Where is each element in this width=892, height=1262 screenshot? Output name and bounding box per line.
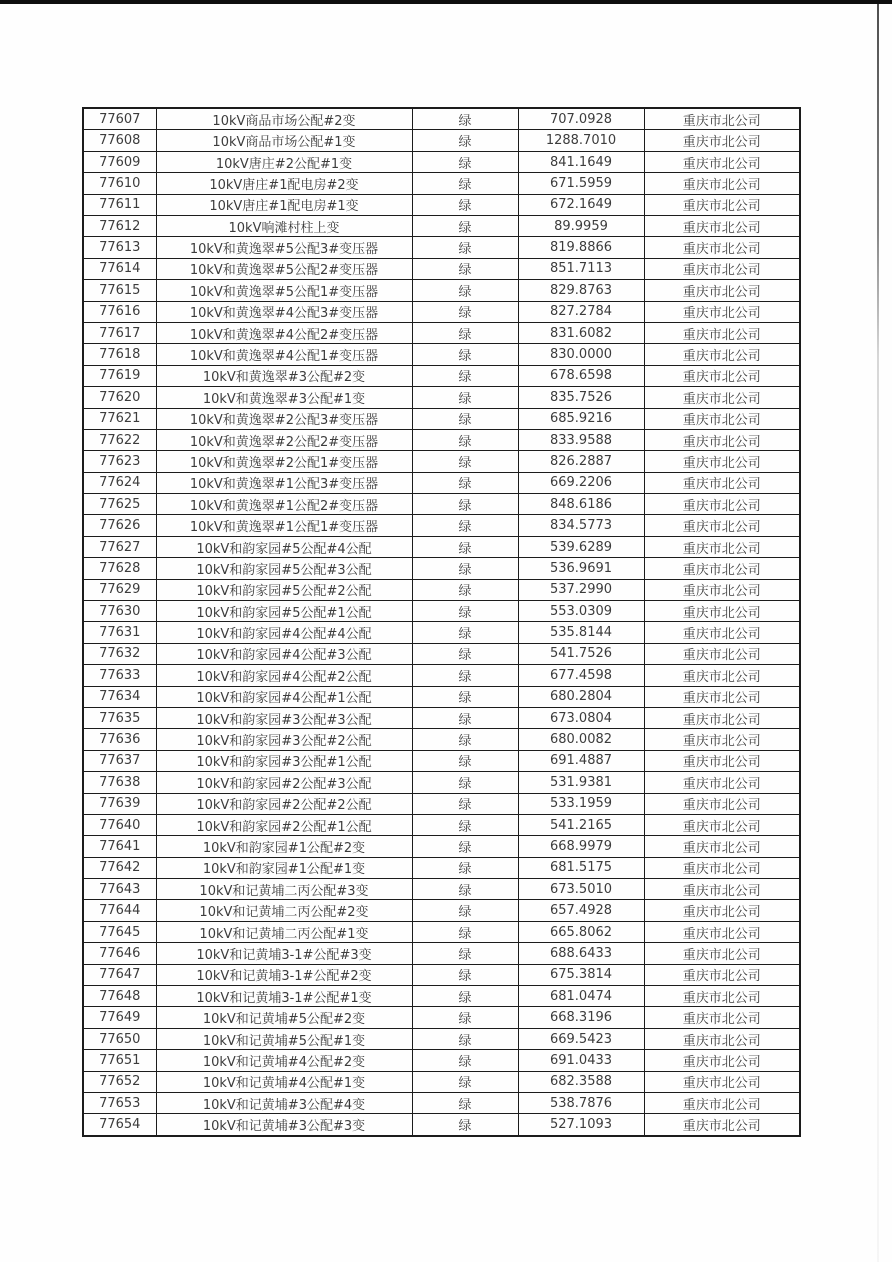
table-row — [83, 986, 800, 1007]
cell-id: 77607 — [83, 108, 156, 130]
cell-value: 691.4887 — [518, 750, 644, 771]
cell-name: 10kV商品市场公配#2变 — [156, 108, 412, 130]
cell-name: 10kV和韵家园#4公配#3公配 — [156, 643, 412, 664]
cell-status: 绿 — [412, 707, 518, 728]
cell-name: 10kV和记黄埔3-1#公配#1变 — [156, 986, 412, 1007]
cell-status: 绿 — [412, 729, 518, 750]
cell-name: 10kV和韵家园#1公配#1变 — [156, 857, 412, 878]
cell-id: 77617 — [83, 322, 156, 343]
cell-company: 重庆市北公司 — [644, 900, 800, 921]
scan-edge-top — [0, 0, 892, 4]
table-row — [83, 900, 800, 921]
cell-status: 绿 — [412, 215, 518, 236]
cell-status: 绿 — [412, 857, 518, 878]
table-row — [83, 772, 800, 793]
cell-status: 绿 — [412, 1093, 518, 1114]
cell-id: 77619 — [83, 365, 156, 386]
cell-status: 绿 — [412, 451, 518, 472]
cell-id: 77621 — [83, 408, 156, 429]
cell-id: 77645 — [83, 921, 156, 942]
cell-id: 77638 — [83, 772, 156, 793]
cell-company: 重庆市北公司 — [644, 814, 800, 835]
cell-value: 834.5773 — [518, 515, 644, 536]
table-row — [83, 750, 800, 771]
cell-company: 重庆市北公司 — [644, 1028, 800, 1049]
table-row — [83, 943, 800, 964]
cell-name: 10kV和记黄埔#3公配#4变 — [156, 1093, 412, 1114]
cell-status: 绿 — [412, 173, 518, 194]
table-row — [83, 536, 800, 557]
table-row — [83, 814, 800, 835]
cell-name: 10kV和黄逸翠#4公配1#变压器 — [156, 344, 412, 365]
cell-company: 重庆市北公司 — [644, 194, 800, 215]
table-row — [83, 194, 800, 215]
cell-company: 重庆市北公司 — [644, 365, 800, 386]
cell-id: 77615 — [83, 280, 156, 301]
cell-name: 10kV和黄逸翠#3公配#1变 — [156, 387, 412, 408]
cell-value: 851.7113 — [518, 258, 644, 279]
cell-id: 77625 — [83, 494, 156, 515]
cell-status: 绿 — [412, 772, 518, 793]
cell-id: 77652 — [83, 1071, 156, 1092]
cell-name: 10kV和黄逸翠#5公配1#变压器 — [156, 280, 412, 301]
cell-id: 77646 — [83, 943, 156, 964]
cell-id: 77634 — [83, 686, 156, 707]
cell-status: 绿 — [412, 258, 518, 279]
table-row — [83, 365, 800, 386]
cell-status: 绿 — [412, 900, 518, 921]
cell-id: 77642 — [83, 857, 156, 878]
cell-status: 绿 — [412, 515, 518, 536]
cell-status: 绿 — [412, 643, 518, 664]
table-row — [83, 1093, 800, 1114]
cell-id: 77641 — [83, 836, 156, 857]
cell-status: 绿 — [412, 686, 518, 707]
table-row — [83, 429, 800, 450]
cell-name: 10kV和记黄埔#5公配#2变 — [156, 1007, 412, 1028]
cell-id: 77624 — [83, 472, 156, 493]
cell-company: 重庆市北公司 — [644, 1007, 800, 1028]
cell-name: 10kV和黄逸翠#5公配3#变压器 — [156, 237, 412, 258]
cell-name: 10kV和黄逸翠#5公配2#变压器 — [156, 258, 412, 279]
cell-id: 77620 — [83, 387, 156, 408]
cell-id: 77614 — [83, 258, 156, 279]
cell-status: 绿 — [412, 322, 518, 343]
cell-status: 绿 — [412, 494, 518, 515]
cell-value: 541.7526 — [518, 643, 644, 664]
cell-status: 绿 — [412, 879, 518, 900]
cell-status: 绿 — [412, 344, 518, 365]
cell-value: 668.9979 — [518, 836, 644, 857]
cell-status: 绿 — [412, 793, 518, 814]
cell-value: 657.4928 — [518, 900, 644, 921]
cell-company: 重庆市北公司 — [644, 1093, 800, 1114]
table-row — [83, 494, 800, 515]
cell-status: 绿 — [412, 536, 518, 557]
cell-company: 重庆市北公司 — [644, 322, 800, 343]
cell-name: 10kV和记黄埔3-1#公配#3变 — [156, 943, 412, 964]
cell-name: 10kV和黄逸翠#2公配2#变压器 — [156, 429, 412, 450]
cell-name: 10kV和韵家园#5公配#4公配 — [156, 536, 412, 557]
cell-name: 10kV和韵家园#4公配#1公配 — [156, 686, 412, 707]
cell-company: 重庆市北公司 — [644, 151, 800, 172]
cell-company: 重庆市北公司 — [644, 130, 800, 151]
table-row — [83, 215, 800, 236]
cell-company: 重庆市北公司 — [644, 643, 800, 664]
table-row — [83, 344, 800, 365]
cell-value: 829.8763 — [518, 280, 644, 301]
table-row — [83, 237, 800, 258]
cell-status: 绿 — [412, 1050, 518, 1071]
cell-name: 10kV和黄逸翠#1公配2#变压器 — [156, 494, 412, 515]
cell-value: 826.2887 — [518, 451, 644, 472]
cell-id: 77639 — [83, 793, 156, 814]
cell-status: 绿 — [412, 108, 518, 130]
cell-value: 89.9959 — [518, 215, 644, 236]
table-row — [83, 451, 800, 472]
table-row — [83, 173, 800, 194]
cell-status: 绿 — [412, 1028, 518, 1049]
cell-id: 77630 — [83, 601, 156, 622]
cell-company: 重庆市北公司 — [644, 237, 800, 258]
cell-value: 538.7876 — [518, 1093, 644, 1114]
cell-company: 重庆市北公司 — [644, 964, 800, 985]
cell-name: 10kV和记黄埔#4公配#2变 — [156, 1050, 412, 1071]
cell-status: 绿 — [412, 194, 518, 215]
table-row — [83, 151, 800, 172]
cell-value: 688.6433 — [518, 943, 644, 964]
table-row — [83, 601, 800, 622]
cell-id: 77612 — [83, 215, 156, 236]
cell-status: 绿 — [412, 750, 518, 771]
cell-company: 重庆市北公司 — [644, 387, 800, 408]
cell-value: 681.0474 — [518, 986, 644, 1007]
cell-id: 77613 — [83, 237, 156, 258]
cell-status: 绿 — [412, 237, 518, 258]
cell-value: 537.2990 — [518, 579, 644, 600]
table-row — [83, 686, 800, 707]
cell-id: 77608 — [83, 130, 156, 151]
cell-id: 77631 — [83, 622, 156, 643]
cell-name: 10kV和记黄埔#5公配#1变 — [156, 1028, 412, 1049]
cell-status: 绿 — [412, 280, 518, 301]
cell-company: 重庆市北公司 — [644, 750, 800, 771]
cell-value: 533.1959 — [518, 793, 644, 814]
cell-name: 10kV唐庄#1配电房#2变 — [156, 173, 412, 194]
cell-status: 绿 — [412, 943, 518, 964]
table-row — [83, 108, 800, 130]
cell-value: 830.0000 — [518, 344, 644, 365]
cell-company: 重庆市北公司 — [644, 772, 800, 793]
table-row — [83, 472, 800, 493]
cell-company: 重庆市北公司 — [644, 836, 800, 857]
cell-value: 680.2804 — [518, 686, 644, 707]
cell-id: 77635 — [83, 707, 156, 728]
cell-value: 665.8062 — [518, 921, 644, 942]
table-row — [83, 729, 800, 750]
table-row — [83, 408, 800, 429]
cell-id: 77623 — [83, 451, 156, 472]
cell-value: 669.5423 — [518, 1028, 644, 1049]
cell-status: 绿 — [412, 665, 518, 686]
cell-status: 绿 — [412, 301, 518, 322]
cell-value: 539.6289 — [518, 536, 644, 557]
cell-name: 10kV和记黄埔二丙公配#1变 — [156, 921, 412, 942]
cell-company: 重庆市北公司 — [644, 173, 800, 194]
cell-value: 675.3814 — [518, 964, 644, 985]
table-row — [83, 643, 800, 664]
cell-value: 691.0433 — [518, 1050, 644, 1071]
table-row — [83, 1007, 800, 1028]
cell-value: 835.7526 — [518, 387, 644, 408]
cell-company: 重庆市北公司 — [644, 536, 800, 557]
cell-name: 10kV和韵家园#4公配#2公配 — [156, 665, 412, 686]
cell-status: 绿 — [412, 408, 518, 429]
cell-id: 77650 — [83, 1028, 156, 1049]
cell-name: 10kV和黄逸翠#1公配3#变压器 — [156, 472, 412, 493]
cell-name: 10kV和韵家园#3公配#3公配 — [156, 707, 412, 728]
table-row — [83, 322, 800, 343]
cell-value: 831.6082 — [518, 322, 644, 343]
table-row — [83, 622, 800, 643]
cell-status: 绿 — [412, 558, 518, 579]
cell-company: 重庆市北公司 — [644, 707, 800, 728]
cell-value: 673.5010 — [518, 879, 644, 900]
cell-id: 77616 — [83, 301, 156, 322]
cell-id: 77629 — [83, 579, 156, 600]
cell-company: 重庆市北公司 — [644, 729, 800, 750]
cell-id: 77647 — [83, 964, 156, 985]
cell-name: 10kV唐庄#2公配#1变 — [156, 151, 412, 172]
cell-company: 重庆市北公司 — [644, 108, 800, 130]
cell-company: 重庆市北公司 — [644, 1050, 800, 1071]
table-row — [83, 1114, 800, 1136]
cell-name: 10kV和黄逸翠#4公配3#变压器 — [156, 301, 412, 322]
cell-id: 77610 — [83, 173, 156, 194]
table-row — [83, 1071, 800, 1092]
cell-id: 77640 — [83, 814, 156, 835]
cell-name: 10kV和黄逸翠#2公配3#变压器 — [156, 408, 412, 429]
cell-value: 681.5175 — [518, 857, 644, 878]
cell-company: 重庆市北公司 — [644, 558, 800, 579]
cell-status: 绿 — [412, 622, 518, 643]
cell-company: 重庆市北公司 — [644, 1114, 800, 1136]
cell-id: 77654 — [83, 1114, 156, 1136]
cell-name: 10kV和记黄埔#4公配#1变 — [156, 1071, 412, 1092]
cell-company: 重庆市北公司 — [644, 215, 800, 236]
cell-name: 10kV和黄逸翠#3公配#2变 — [156, 365, 412, 386]
cell-name: 10kV和记黄埔#3公配#3变 — [156, 1114, 412, 1136]
cell-company: 重庆市北公司 — [644, 622, 800, 643]
cell-value: 669.2206 — [518, 472, 644, 493]
table-row — [83, 707, 800, 728]
cell-company: 重庆市北公司 — [644, 943, 800, 964]
cell-value: 553.0309 — [518, 601, 644, 622]
cell-value: 527.1093 — [518, 1114, 644, 1136]
cell-id: 77644 — [83, 900, 156, 921]
cell-value: 833.9588 — [518, 429, 644, 450]
cell-value: 541.2165 — [518, 814, 644, 835]
table-row — [83, 280, 800, 301]
cell-id: 77609 — [83, 151, 156, 172]
cell-id: 77626 — [83, 515, 156, 536]
table-row — [83, 857, 800, 878]
cell-status: 绿 — [412, 429, 518, 450]
cell-status: 绿 — [412, 1114, 518, 1136]
cell-name: 10kV和韵家园#5公配#2公配 — [156, 579, 412, 600]
table-row — [83, 964, 800, 985]
cell-name: 10kV和记黄埔二丙公配#2变 — [156, 900, 412, 921]
cell-status: 绿 — [412, 387, 518, 408]
cell-id: 77643 — [83, 879, 156, 900]
cell-name: 10kV和韵家园#2公配#2公配 — [156, 793, 412, 814]
cell-company: 重庆市北公司 — [644, 1071, 800, 1092]
cell-name: 10kV和韵家园#5公配#3公配 — [156, 558, 412, 579]
table-row — [83, 1050, 800, 1071]
cell-value: 827.2784 — [518, 301, 644, 322]
cell-value: 535.8144 — [518, 622, 644, 643]
cell-company: 重庆市北公司 — [644, 494, 800, 515]
cell-id: 77622 — [83, 429, 156, 450]
cell-status: 绿 — [412, 472, 518, 493]
cell-id: 77611 — [83, 194, 156, 215]
table-row — [83, 515, 800, 536]
cell-company: 重庆市北公司 — [644, 579, 800, 600]
table-row — [83, 558, 800, 579]
cell-value: 671.5959 — [518, 173, 644, 194]
cell-id: 77653 — [83, 1093, 156, 1114]
cell-value: 673.0804 — [518, 707, 644, 728]
cell-value: 678.6598 — [518, 365, 644, 386]
cell-company: 重庆市北公司 — [644, 665, 800, 686]
cell-status: 绿 — [412, 1071, 518, 1092]
cell-value: 682.3588 — [518, 1071, 644, 1092]
cell-name: 10kV和韵家园#2公配#1公配 — [156, 814, 412, 835]
cell-company: 重庆市北公司 — [644, 472, 800, 493]
cell-name: 10kV和记黄埔3-1#公配#2变 — [156, 964, 412, 985]
cell-status: 绿 — [412, 964, 518, 985]
cell-company: 重庆市北公司 — [644, 515, 800, 536]
cell-company: 重庆市北公司 — [644, 258, 800, 279]
table-row — [83, 130, 800, 151]
cell-value: 848.6186 — [518, 494, 644, 515]
cell-status: 绿 — [412, 814, 518, 835]
cell-company: 重庆市北公司 — [644, 601, 800, 622]
cell-company: 重庆市北公司 — [644, 451, 800, 472]
cell-name: 10kV和韵家园#3公配#1公配 — [156, 750, 412, 771]
cell-status: 绿 — [412, 601, 518, 622]
cell-company: 重庆市北公司 — [644, 301, 800, 322]
cell-value: 685.9216 — [518, 408, 644, 429]
cell-value: 841.1649 — [518, 151, 644, 172]
table-row — [83, 793, 800, 814]
cell-company: 重庆市北公司 — [644, 686, 800, 707]
cell-name: 10kV和韵家园#4公配#4公配 — [156, 622, 412, 643]
cell-value: 677.4598 — [518, 665, 644, 686]
cell-status: 绿 — [412, 921, 518, 942]
table-row — [83, 387, 800, 408]
cell-name: 10kV和黄逸翠#1公配1#变压器 — [156, 515, 412, 536]
table-row — [83, 836, 800, 857]
cell-value: 1288.7010 — [518, 130, 644, 151]
cell-id: 77618 — [83, 344, 156, 365]
table-row — [83, 921, 800, 942]
cell-value: 707.0928 — [518, 108, 644, 130]
cell-id: 77636 — [83, 729, 156, 750]
cell-value: 531.9381 — [518, 772, 644, 793]
cell-name: 10kV和黄逸翠#4公配2#变压器 — [156, 322, 412, 343]
cell-id: 77632 — [83, 643, 156, 664]
cell-status: 绿 — [412, 365, 518, 386]
scan-edge-right — [877, 4, 879, 1262]
cell-company: 重庆市北公司 — [644, 986, 800, 1007]
cell-name: 10kV和韵家园#2公配#3公配 — [156, 772, 412, 793]
cell-id: 77649 — [83, 1007, 156, 1028]
table-row — [83, 258, 800, 279]
cell-id: 77651 — [83, 1050, 156, 1071]
cell-name: 10kV唐庄#1配电房#1变 — [156, 194, 412, 215]
cell-value: 536.9691 — [518, 558, 644, 579]
cell-name: 10kV和记黄埔二丙公配#3变 — [156, 879, 412, 900]
cell-name: 10kV响滩村柱上变 — [156, 215, 412, 236]
cell-company: 重庆市北公司 — [644, 857, 800, 878]
table-row — [83, 665, 800, 686]
cell-id: 77633 — [83, 665, 156, 686]
cell-value: 668.3196 — [518, 1007, 644, 1028]
cell-value: 680.0082 — [518, 729, 644, 750]
cell-value: 672.1649 — [518, 194, 644, 215]
cell-company: 重庆市北公司 — [644, 879, 800, 900]
cell-name: 10kV和韵家园#3公配#2公配 — [156, 729, 412, 750]
cell-status: 绿 — [412, 130, 518, 151]
cell-status: 绿 — [412, 151, 518, 172]
cell-name: 10kV和黄逸翠#2公配1#变压器 — [156, 451, 412, 472]
cell-company: 重庆市北公司 — [644, 793, 800, 814]
cell-id: 77637 — [83, 750, 156, 771]
cell-id: 77648 — [83, 986, 156, 1007]
cell-name: 10kV和韵家园#5公配#1公配 — [156, 601, 412, 622]
cell-company: 重庆市北公司 — [644, 344, 800, 365]
table-row — [83, 879, 800, 900]
cell-id: 77627 — [83, 536, 156, 557]
cell-id: 77628 — [83, 558, 156, 579]
table-row — [83, 301, 800, 322]
transformer-table — [82, 107, 801, 1137]
cell-name: 10kV商品市场公配#1变 — [156, 130, 412, 151]
cell-status: 绿 — [412, 836, 518, 857]
table-row — [83, 579, 800, 600]
cell-company: 重庆市北公司 — [644, 429, 800, 450]
table-row — [83, 1028, 800, 1049]
cell-company: 重庆市北公司 — [644, 921, 800, 942]
cell-status: 绿 — [412, 986, 518, 1007]
cell-company: 重庆市北公司 — [644, 408, 800, 429]
cell-status: 绿 — [412, 1007, 518, 1028]
cell-name: 10kV和韵家园#1公配#2变 — [156, 836, 412, 857]
cell-status: 绿 — [412, 579, 518, 600]
cell-value: 819.8866 — [518, 237, 644, 258]
cell-company: 重庆市北公司 — [644, 280, 800, 301]
